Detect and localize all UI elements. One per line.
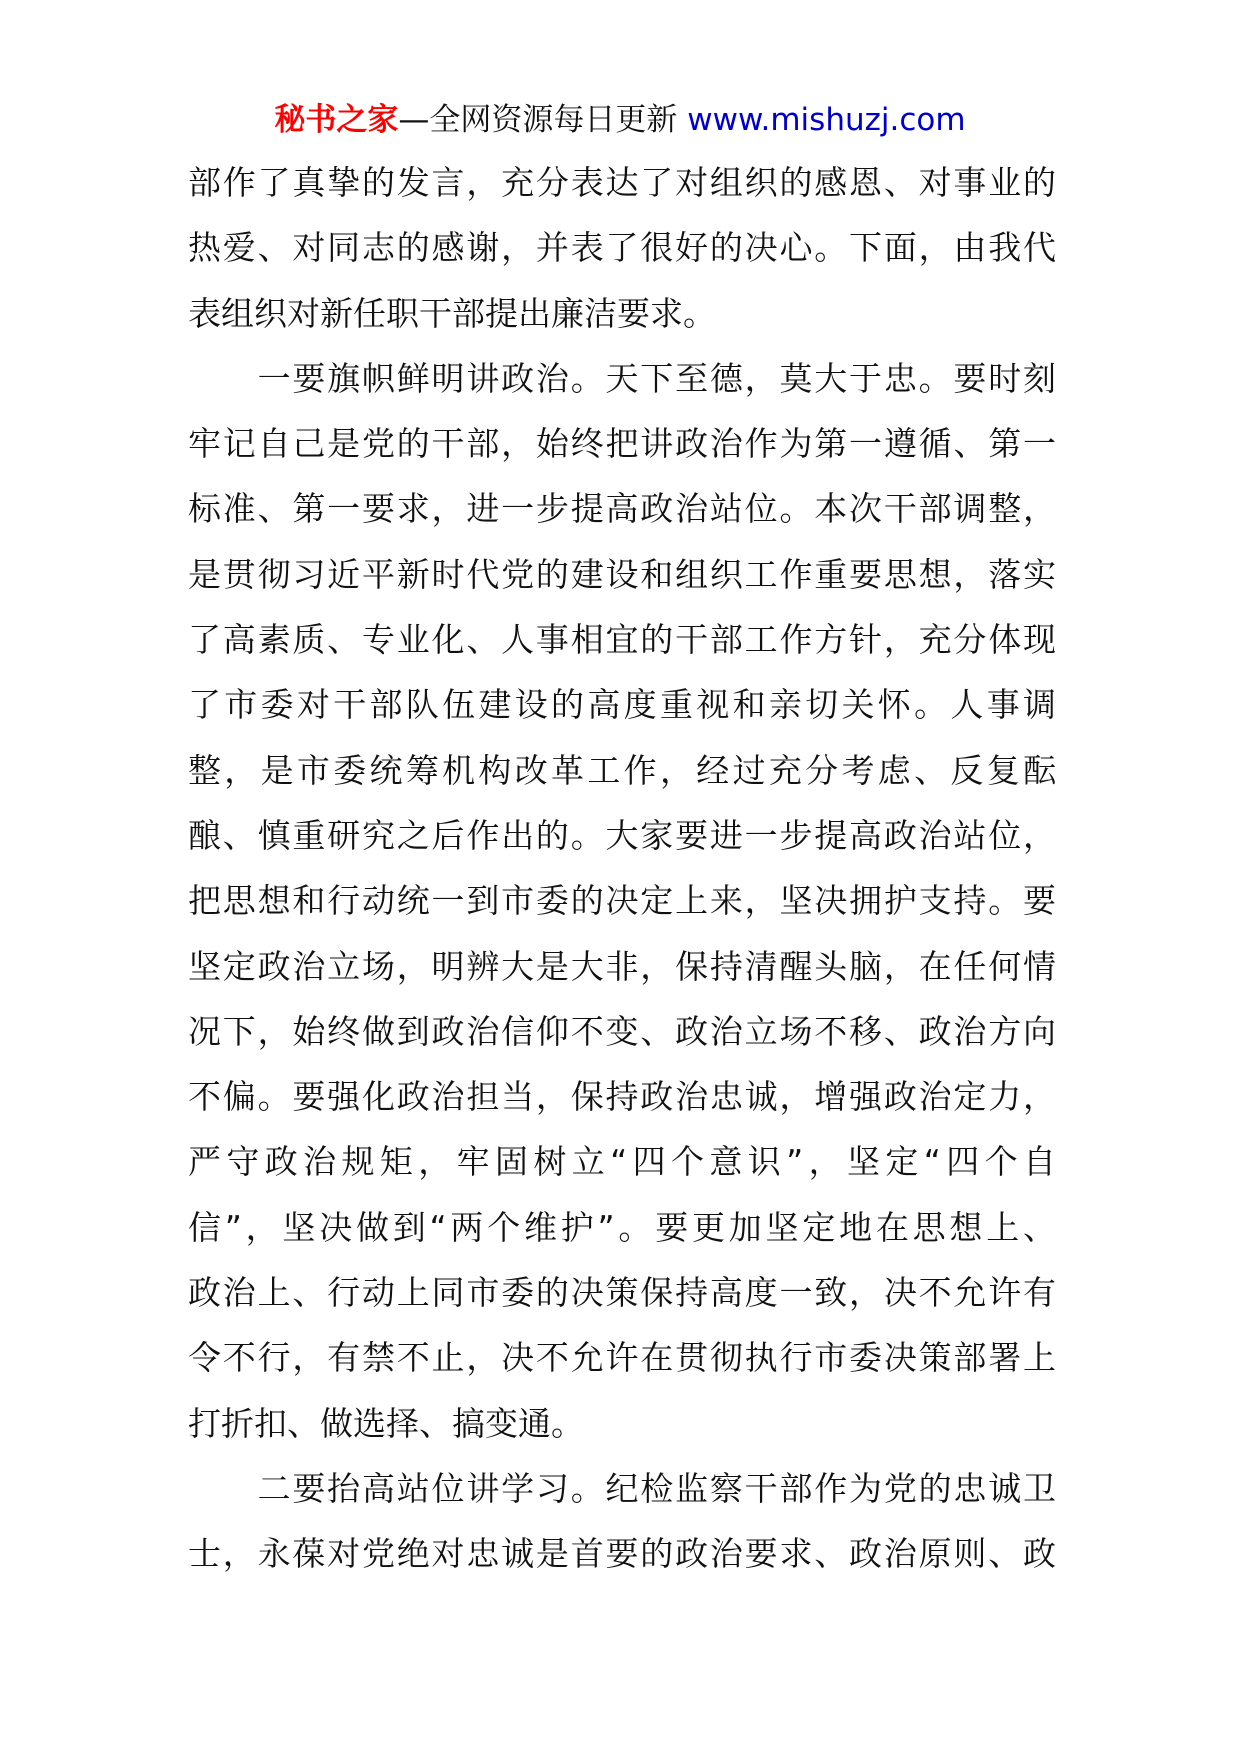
text-line: 政治上、行动上同市委的决策保持高度一致，决不允许有 bbox=[188, 1276, 1056, 1313]
text-line: 是贯彻习近平新时代党的建设和组织工作重要思想，落实 bbox=[188, 557, 1056, 594]
text-line: 坚定政治立场，明辨大是大非，保持清醒头脑，在任何情 bbox=[188, 949, 1056, 986]
site-tagline: —全网资源每日更新 bbox=[398, 102, 688, 138]
text-line: 一要旗帜鲜明讲政治。天下至德，莫大于忠。要时刻 bbox=[188, 361, 1056, 398]
text-line: 牢记自己是党的干部，始终把讲政治作为第一遵循、第一 bbox=[188, 427, 1056, 464]
text-line: 信”，坚决做到“两个维护”。要更加坚定地在思想上、 bbox=[188, 1210, 1056, 1247]
site-url-link[interactable]: www.mishuzj.com bbox=[687, 102, 966, 138]
text-line: 部作了真挚的发言，充分表达了对组织的感恩、对事业的 bbox=[188, 166, 1056, 202]
text-line: 严守政治规矩，牢固树立“四个意识”，坚定“四个自 bbox=[188, 1145, 1056, 1182]
text-line: 表组织对新任职干部提出廉洁要求。 bbox=[188, 296, 716, 333]
site-header bbox=[0, 98, 1240, 142]
text-line: 酿、慎重研究之后作出的。大家要进一步提高政治站位， bbox=[188, 818, 1056, 855]
text-line: 打折扣、做选择、搞变通。 bbox=[188, 1406, 584, 1443]
text-line: 整，是市委统筹机构改革工作，经过充分考虑、反复酝 bbox=[188, 753, 1056, 790]
document-body bbox=[188, 166, 1056, 1603]
text-line: 士，永葆对党绝对忠诚是首要的政治要求、政治原则、政 bbox=[188, 1537, 1056, 1574]
text-line: 令不行，有禁不止，决不允许在贯彻执行市委决策部署上 bbox=[188, 1341, 1056, 1378]
text-line: 了高素质、专业化、人事相宜的干部工作方针，充分体现 bbox=[188, 623, 1056, 660]
site-brand: 秘书之家 bbox=[274, 102, 399, 138]
text-line: 二要抬高站位讲学习。纪检监察干部作为党的忠诚卫 bbox=[188, 1471, 1056, 1508]
text-line: 不偏。要强化政治担当，保持政治忠诚，增强政治定力， bbox=[188, 1080, 1056, 1117]
text-line: 把思想和行动统一到市委的决定上来，坚决拥护支持。要 bbox=[188, 884, 1056, 921]
text-line: 热爱、对同志的感谢，并表了很好的决心。下面，由我代 bbox=[188, 231, 1056, 268]
text-line: 标准、第一要求，进一步提高政治站位。本次干部调整， bbox=[188, 492, 1056, 529]
text-line: 了市委对干部队伍建设的高度重视和亲切关怀。人事调 bbox=[188, 688, 1056, 725]
text-line: 况下，始终做到政治信仰不变、政治立场不移、政治方向 bbox=[188, 1014, 1056, 1051]
